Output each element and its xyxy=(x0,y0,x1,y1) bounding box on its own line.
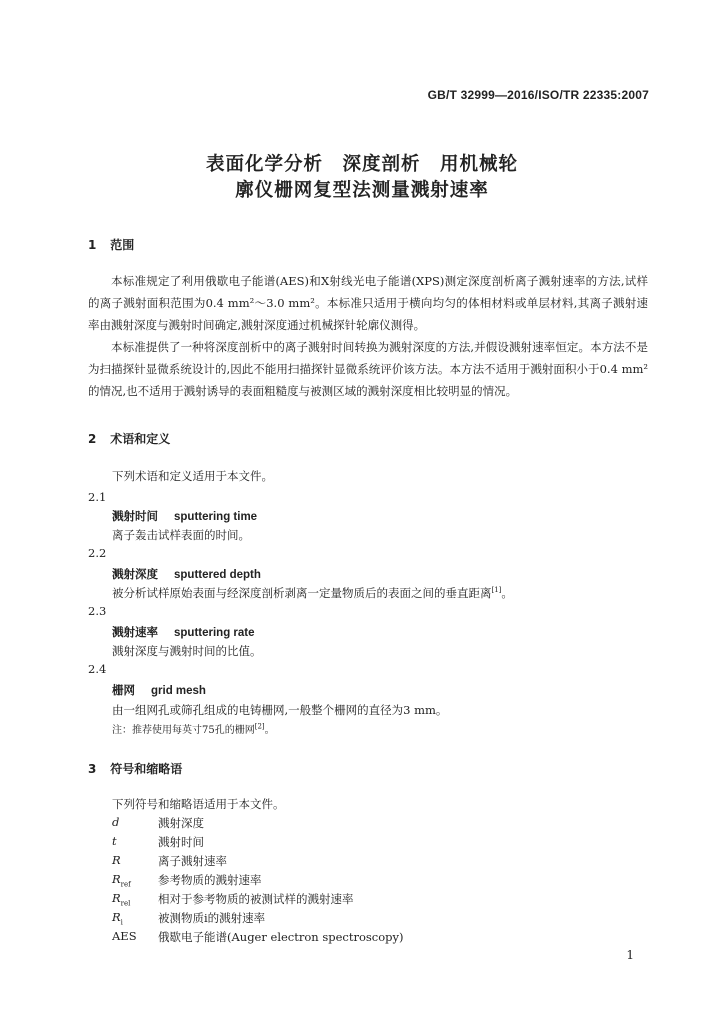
term-definition: 离子轰击试样表面的时间。 xyxy=(112,528,250,542)
term-definition-text: 被分析试样原始表面与经深度剖析剥离一定量物质后的表面之间的垂直距离 xyxy=(112,586,492,600)
reference-mark: [1] xyxy=(491,586,502,595)
term-number: 2.2 xyxy=(88,546,107,560)
symbol-description: 俄歇电子能谱(Auger electron spectroscopy) xyxy=(158,930,404,944)
term-en: sputtering time xyxy=(174,511,258,523)
section-number: 1 xyxy=(88,238,97,252)
scope-paragraph-1: 本标准规定了利用俄歇电子能谱(AES)和X射线光电子能谱(XPS)测定深度剖析离子溅射速率的方法,试样的离子溅射面积范围为0.4 mm²～3.0 mm²。本标准只适用于横向均匀的体相材料或单层材料,其离子溅射速率由溅射深度与溅射时间确定,溅射深度通过机械探针轮廓仪测得。 xyxy=(88,274,648,332)
term-cn: 溅射时间 xyxy=(112,509,158,523)
symbol-subscript: rel xyxy=(120,899,131,908)
section-1-heading xyxy=(88,236,134,253)
symbol-description: 离子溅射速率 xyxy=(158,854,227,868)
title-line-1: 表面化学分析 深度剖析 用机械轮 xyxy=(205,154,518,175)
symbol xyxy=(112,910,123,926)
scope-paragraph-2: 本标准提供了一种将深度剖析中的离子溅射时间转换为溅射深度的方法,并假设溅射速率恒定。本方法不是为扫描探针显微系统设计的,因此不能用扫描探针显微系统评价该方法。本方法不适用于溅射面积小于0.4 mm²的情况,也不适用于溅射诱导的表面粗糙度与被测区域的溅射深度相比较明显的情况。 xyxy=(88,340,648,398)
section-number: 3 xyxy=(88,762,97,776)
definition-end: 。 xyxy=(501,586,513,600)
page-number: 1 xyxy=(626,948,634,962)
term-cn: 溅射速率 xyxy=(112,625,158,639)
term-en: grid mesh xyxy=(151,685,206,697)
symbol-letter: d xyxy=(112,815,120,829)
term-number: 2.4 xyxy=(88,662,107,676)
symbol-subscript: ref xyxy=(120,880,131,889)
term-heading xyxy=(112,566,261,582)
symbol xyxy=(112,853,121,867)
section-3-heading xyxy=(88,760,182,777)
symbol xyxy=(112,872,131,888)
term-definition: 溅射深度与溅射时间的比值。 xyxy=(112,644,262,658)
term-en: sputtered depth xyxy=(174,569,261,581)
symbol-letter: t xyxy=(112,834,117,848)
symbol xyxy=(112,929,137,943)
symbol-description: 被测物质i的溅射速率 xyxy=(158,911,266,925)
symbol-description: 溅射时间 xyxy=(158,835,204,849)
symbol-description: 参考物质的溅射速率 xyxy=(158,873,262,887)
term-heading xyxy=(112,624,255,640)
terms-intro: 下列术语和定义适用于本文件。 xyxy=(112,469,273,483)
symbol-letter: AES xyxy=(112,929,137,943)
symbol-letter: R xyxy=(112,910,121,924)
standard-number-header: GB/T 32999—2016/ISO/TR 22335:2007 xyxy=(427,88,649,102)
section-title: 范围 xyxy=(110,238,135,252)
symbol-description: 溅射深度 xyxy=(158,816,204,830)
term-cn: 栅网 xyxy=(112,683,135,697)
symbol-description: 相对于参考物质的被测试样的溅射速率 xyxy=(158,892,354,906)
term-note xyxy=(112,721,275,736)
section-title: 术语和定义 xyxy=(110,432,171,446)
term-heading xyxy=(112,508,257,524)
term-heading xyxy=(112,682,206,698)
symbol xyxy=(112,815,119,829)
section-2-heading xyxy=(88,430,170,447)
term-en: sputtering rate xyxy=(174,627,255,639)
symbol-letter: R xyxy=(112,872,121,886)
symbol-letter: R xyxy=(112,853,121,867)
symbol-letter: R xyxy=(112,891,121,905)
term-number: 2.3 xyxy=(88,604,107,618)
note-text: 注：推荐使用每英寸75孔的栅网 xyxy=(112,725,255,736)
term-cn: 溅射深度 xyxy=(112,567,158,581)
symbols-intro: 下列符号和缩略语适用于本文件。 xyxy=(112,797,285,811)
symbol-subscript: i xyxy=(120,918,123,927)
term-definition: 由一组网孔或筛孔组成的电铸栅网,一般整个栅网的直径为3 mm。 xyxy=(112,703,448,717)
title-line-2: 廓仪栅网复型法测量溅射速率 xyxy=(235,180,489,201)
symbol xyxy=(112,891,130,907)
term-definition xyxy=(112,585,513,601)
section-number: 2 xyxy=(88,432,97,446)
term-number: 2.1 xyxy=(88,490,107,504)
section-title: 符号和缩略语 xyxy=(110,762,183,776)
note-end: 。 xyxy=(264,725,275,736)
reference-mark: [2] xyxy=(254,722,265,731)
symbol xyxy=(112,834,117,848)
